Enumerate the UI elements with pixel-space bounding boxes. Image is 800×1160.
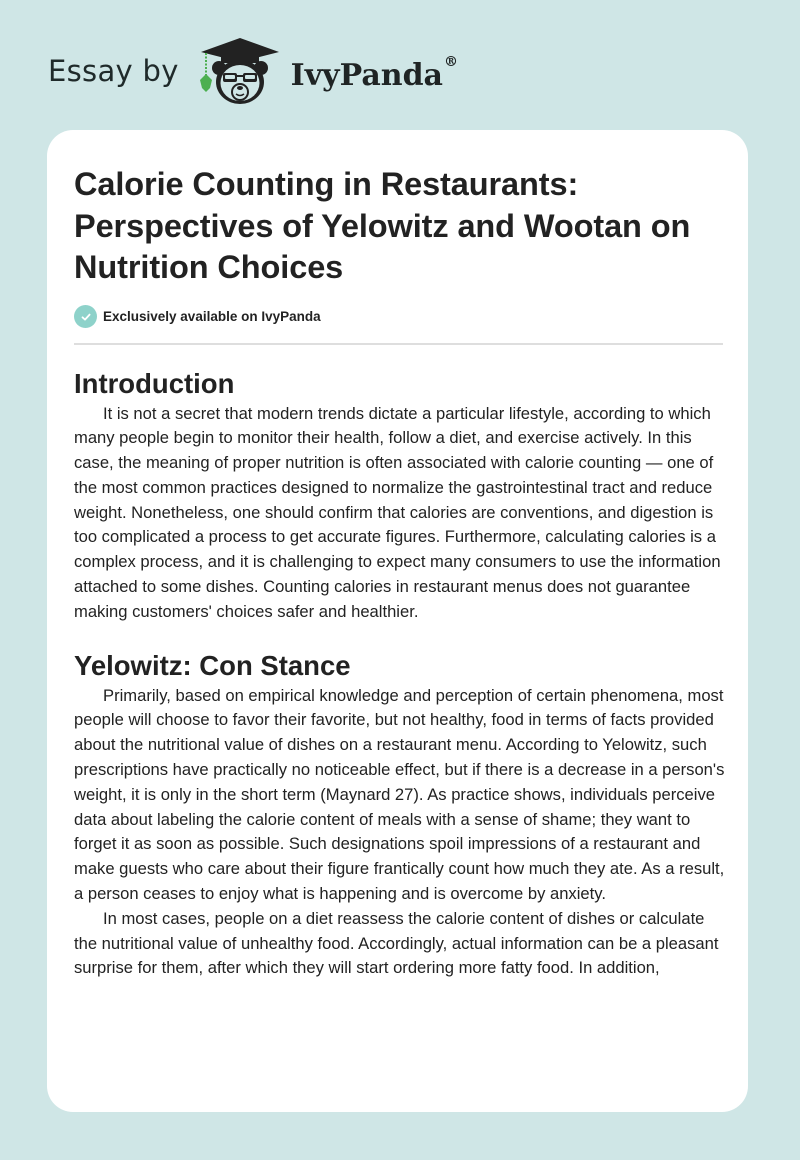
divider [74,343,723,345]
brand-name-text: IvyPanda [290,57,443,93]
brand-name[interactable] [290,53,458,93]
exclusive-badge [74,305,722,329]
panda-graduation-cap-icon[interactable] [197,36,283,108]
paragraph: In most cases, people on a diet reassess the calorie content of dishes or calculate the nutritional value of unhealthy food. Accordingly, actual information can be a pleasant surprise for them, after which they will start ordering more fatty food. In addition, [74,908,719,978]
site-header [48,36,458,108]
exclusive-label: Exclusively available on IvyPanda [103,309,321,324]
paragraph: It is not a secret that modern trends dictate a particular lifestyle, according to which many people begin to monitor their health, follow a diet, and exercise actively. In this case, the meaning of proper nutrition is often associated with calorie counting — one of the most common practices designed to normalize the gastrointestinal tract and reduce weight. Nonetheless, one should confirm that calories are conventions, and digestion is too complicated a process to get accurate figures. Furthermore, calculating calories is a complex process, and it is challenging to expect many consumers to use the information attached to some dishes. Counting calories in restaurant menus does not guarantee making customers' choices safer and healthier. [74,403,721,621]
essay-by-label: Essay by [48,54,179,88]
registered-mark: ® [444,53,458,70]
essay-card [47,130,748,1112]
section-heading-introduction: Introduction [74,367,235,399]
section-heading-yelowitz: Yelowitz: Con Stance [74,649,351,681]
essay-title: Calorie Counting in Restaurants: Perspectives of Yelowitz and Wootan on Nutrition Choices [74,166,691,285]
paragraph: Primarily, based on empirical knowledge and perception of certain phenomena, most people will choose to favor their favorite, but not healthy, food in terms of facts provided about the nutritional value of dishes on a restaurant menu. According to Yelowitz, such prescriptions have practically no noticeable effect, but if there is a decrease in a person's weight, it is only in the short term (Maynard 27). As practice shows, individuals perceive data about labeling the calorie content of meals with a sense of shame; they want to forget it as soon as possible. Such designations spoil impressions of a restaurant and make guests who care about their figure frantically count how much they ate. As a result, a person ceases to enjoy what is happening and is overcome by anxiety. [74,685,725,904]
check-circle-icon [74,305,97,328]
